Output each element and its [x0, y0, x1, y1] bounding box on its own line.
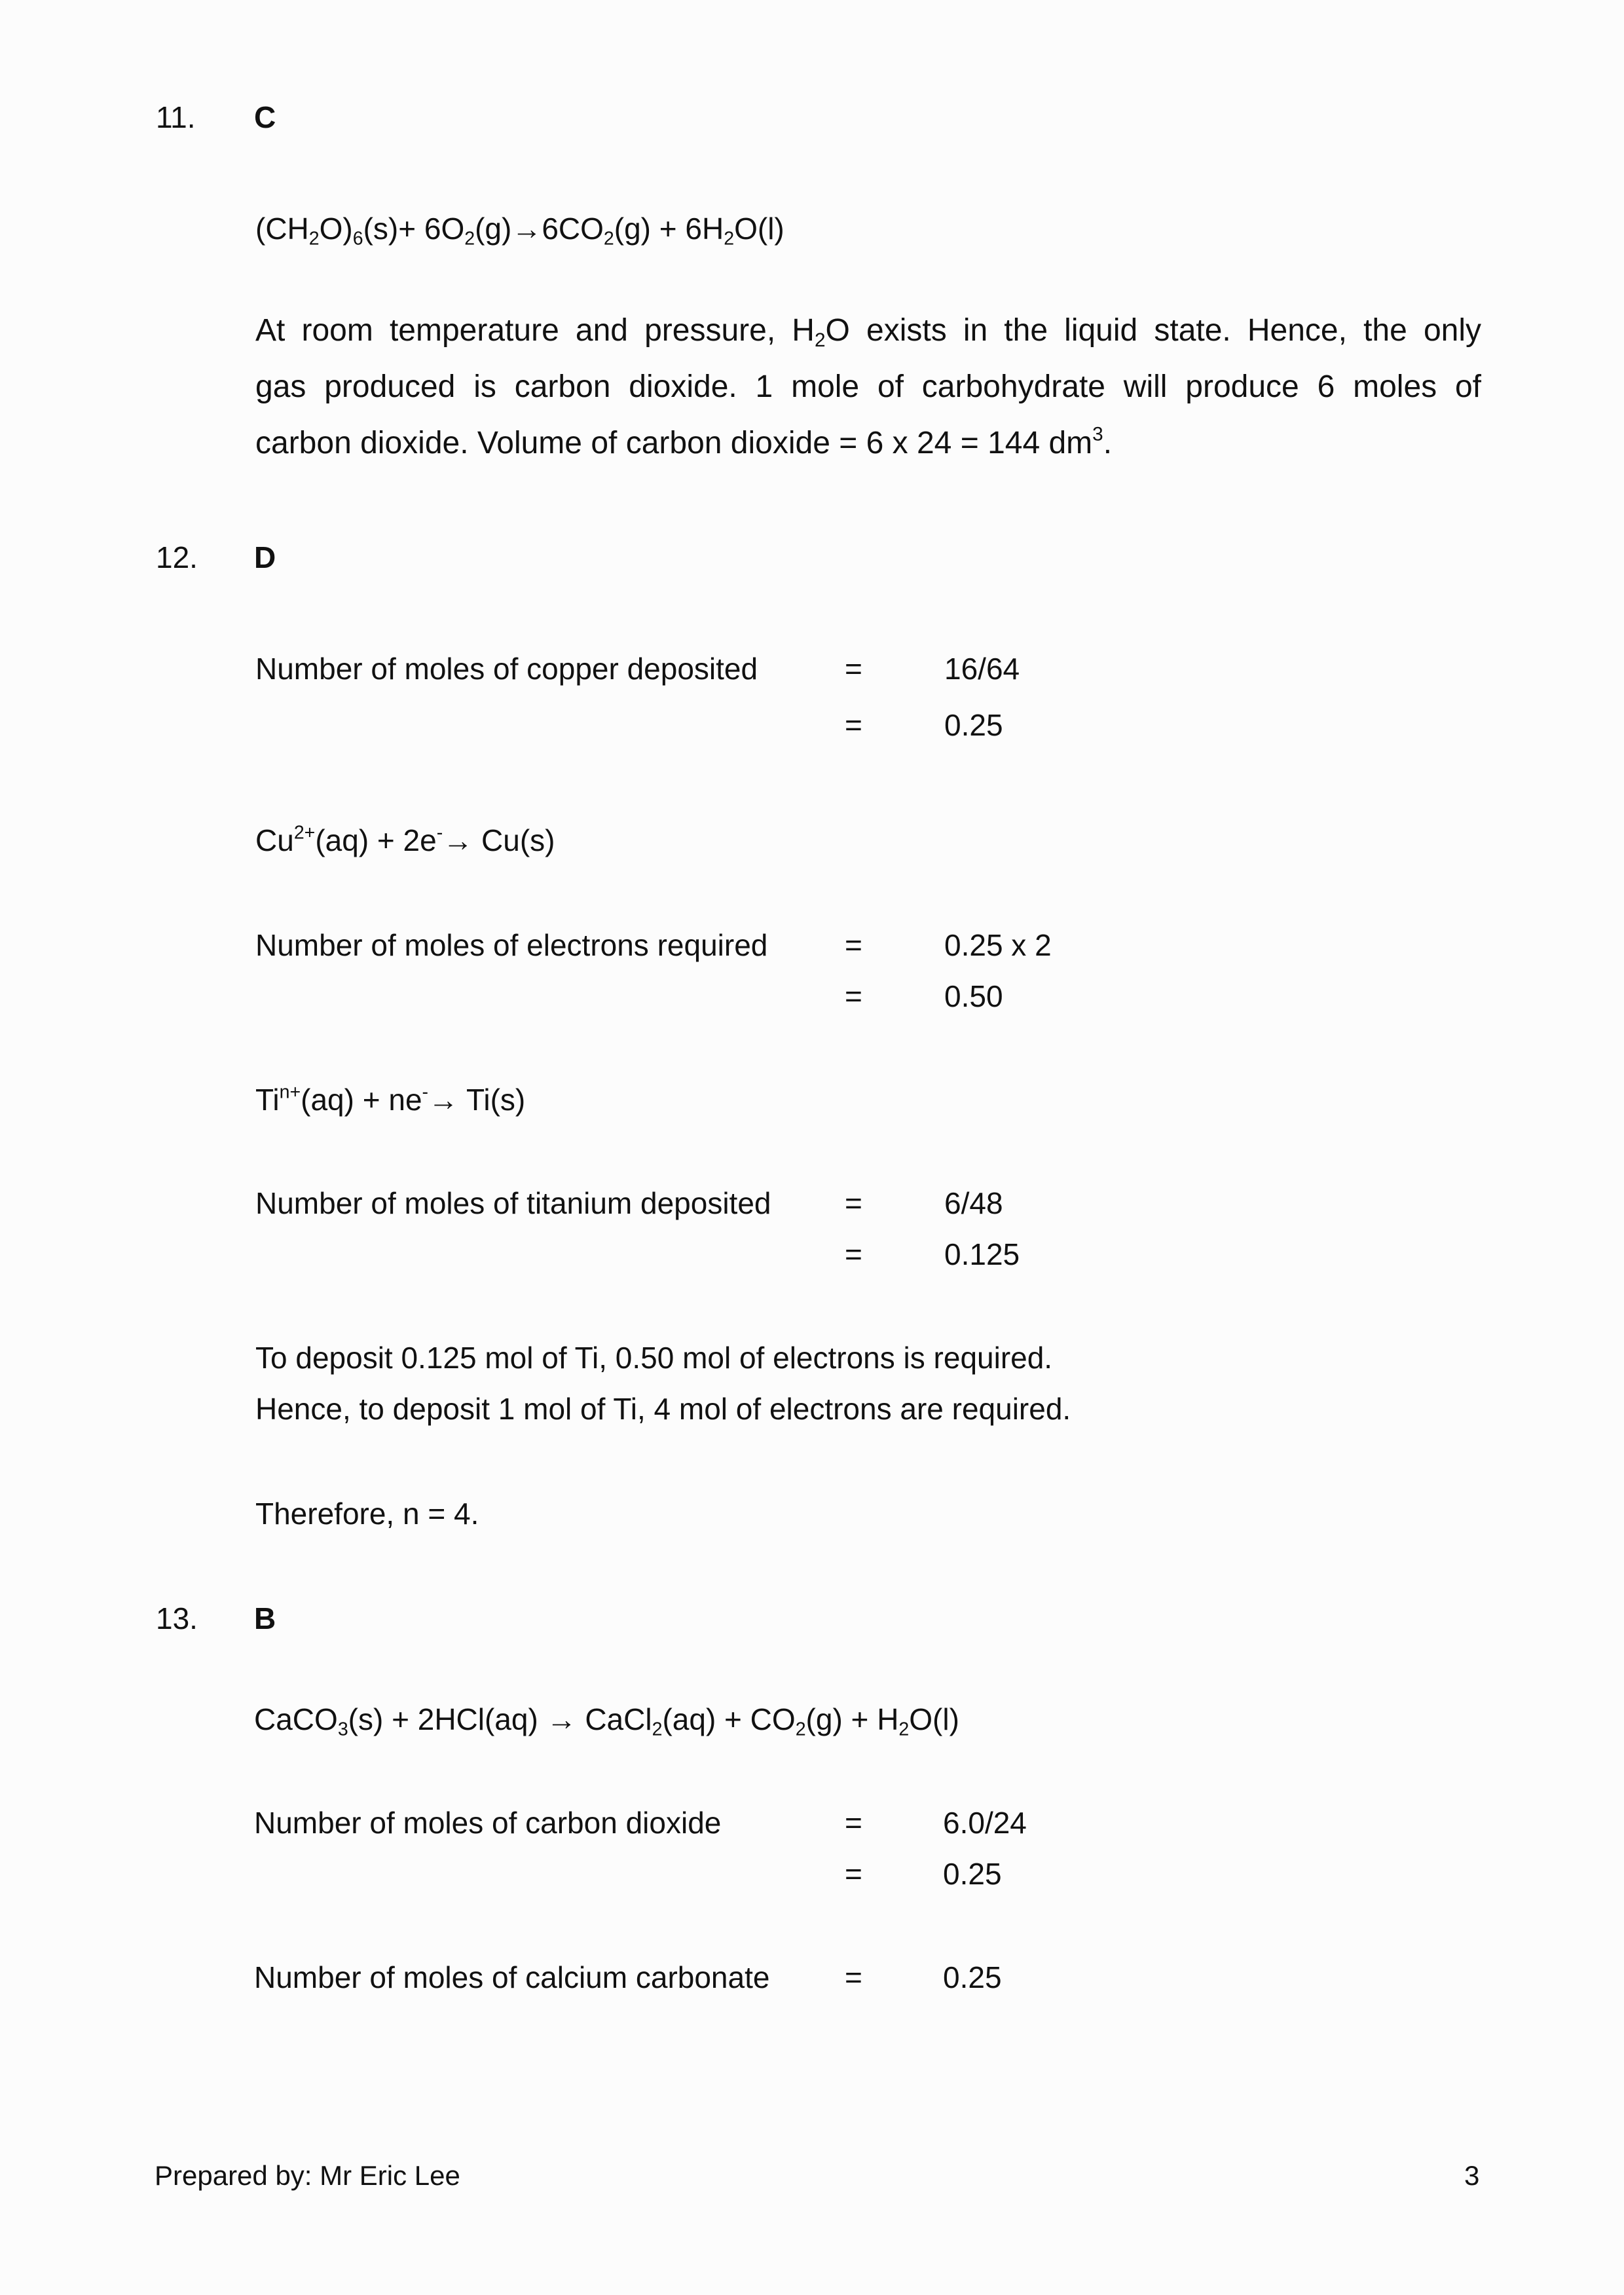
equals-sign: =: [845, 708, 862, 742]
caco3-moles-value: 0.25: [943, 1960, 1002, 1994]
titanium-moles-value-2: 0.125: [944, 1237, 1020, 1271]
therefore-statement: Therefore, n = 4.: [255, 1497, 479, 1531]
caco3-moles-label: Number of moles of calcium carbonate: [254, 1960, 770, 1994]
electron-moles-label: Number of moles of electrons required: [255, 928, 768, 962]
explanation-11: [255, 303, 1481, 472]
copper-moles-label: Number of moles of copper deposited: [255, 652, 758, 686]
co2-moles-value-1: 6.0/24: [943, 1806, 1027, 1840]
equals-sign: =: [845, 1186, 862, 1220]
titanium-half-equation: $Ti^{n+}(aq) + ne^-\to Ti(s)$: [255, 1081, 526, 1117]
answer-12: D: [254, 540, 276, 574]
carbonate-acid-equation: CaCO$_3$(s) + 2HCl(aq) → CaCl$_2$(aq) + $CO_2(g) + H_2O(l)$: [254, 1702, 959, 1740]
copper-half-equation: $Cu^{2+}(aq) + 2e^-\to Cu(s)$: [255, 822, 555, 857]
answer-11: C: [254, 100, 276, 134]
footer-author: Prepared by: Mr Eric Lee: [155, 2160, 460, 2191]
equals-sign: =: [845, 1857, 862, 1891]
conclusion-line-2: Hence, to deposit 1 mol of Ti, 4 mol of electrons are required.: [255, 1392, 1071, 1426]
question-number-11: 11.: [156, 100, 196, 134]
equals-sign: =: [845, 1960, 862, 1994]
co2-moles-value-2: 0.25: [943, 1857, 1002, 1891]
copper-moles-value-2: 0.25: [944, 708, 1003, 742]
electron-moles-value-2: 0.50: [944, 979, 1003, 1013]
answer-13: B: [254, 1601, 276, 1635]
equals-sign: =: [845, 652, 862, 686]
electron-moles-value-1: 0.25 x 2: [944, 928, 1052, 962]
question-number-13: 13.: [156, 1601, 198, 1635]
question-number-12: 12.: [156, 540, 198, 574]
explanation-line-1: At room temperature and pressure, $H_2O$ exists in the liquid state. Hence, the only: [255, 313, 1481, 351]
explanation-line-2: gas produced is carbon dioxide. 1 mole of carbohydrate will produce 6 moles of: [255, 369, 1481, 404]
page-number: 3: [1464, 2160, 1480, 2191]
conclusion-line-1: To deposit 0.125 mol of Ti, 0.50 mol of electrons is required.: [255, 1341, 1053, 1375]
titanium-moles-label: Number of moles of titanium deposited: [255, 1186, 771, 1220]
explanation-line-3: carbon dioxide. Volume of carbon dioxide = 6 x 24 = 144 $dm^3$.: [255, 423, 1113, 460]
co2-moles-label: Number of moles of carbon dioxide: [254, 1806, 722, 1840]
copper-moles-value-1: 16/64: [944, 652, 1020, 686]
equals-sign: =: [845, 979, 862, 1013]
combustion-equation: $(CH_2O)_6(s)+ 6O_2(g)\to 6CO_2(g) + 6H_2O(l)$: [255, 212, 784, 250]
equals-sign: =: [845, 928, 862, 962]
equals-sign: =: [845, 1237, 862, 1271]
titanium-moles-value-1: 6/48: [944, 1186, 1003, 1220]
equals-sign: =: [845, 1806, 862, 1840]
